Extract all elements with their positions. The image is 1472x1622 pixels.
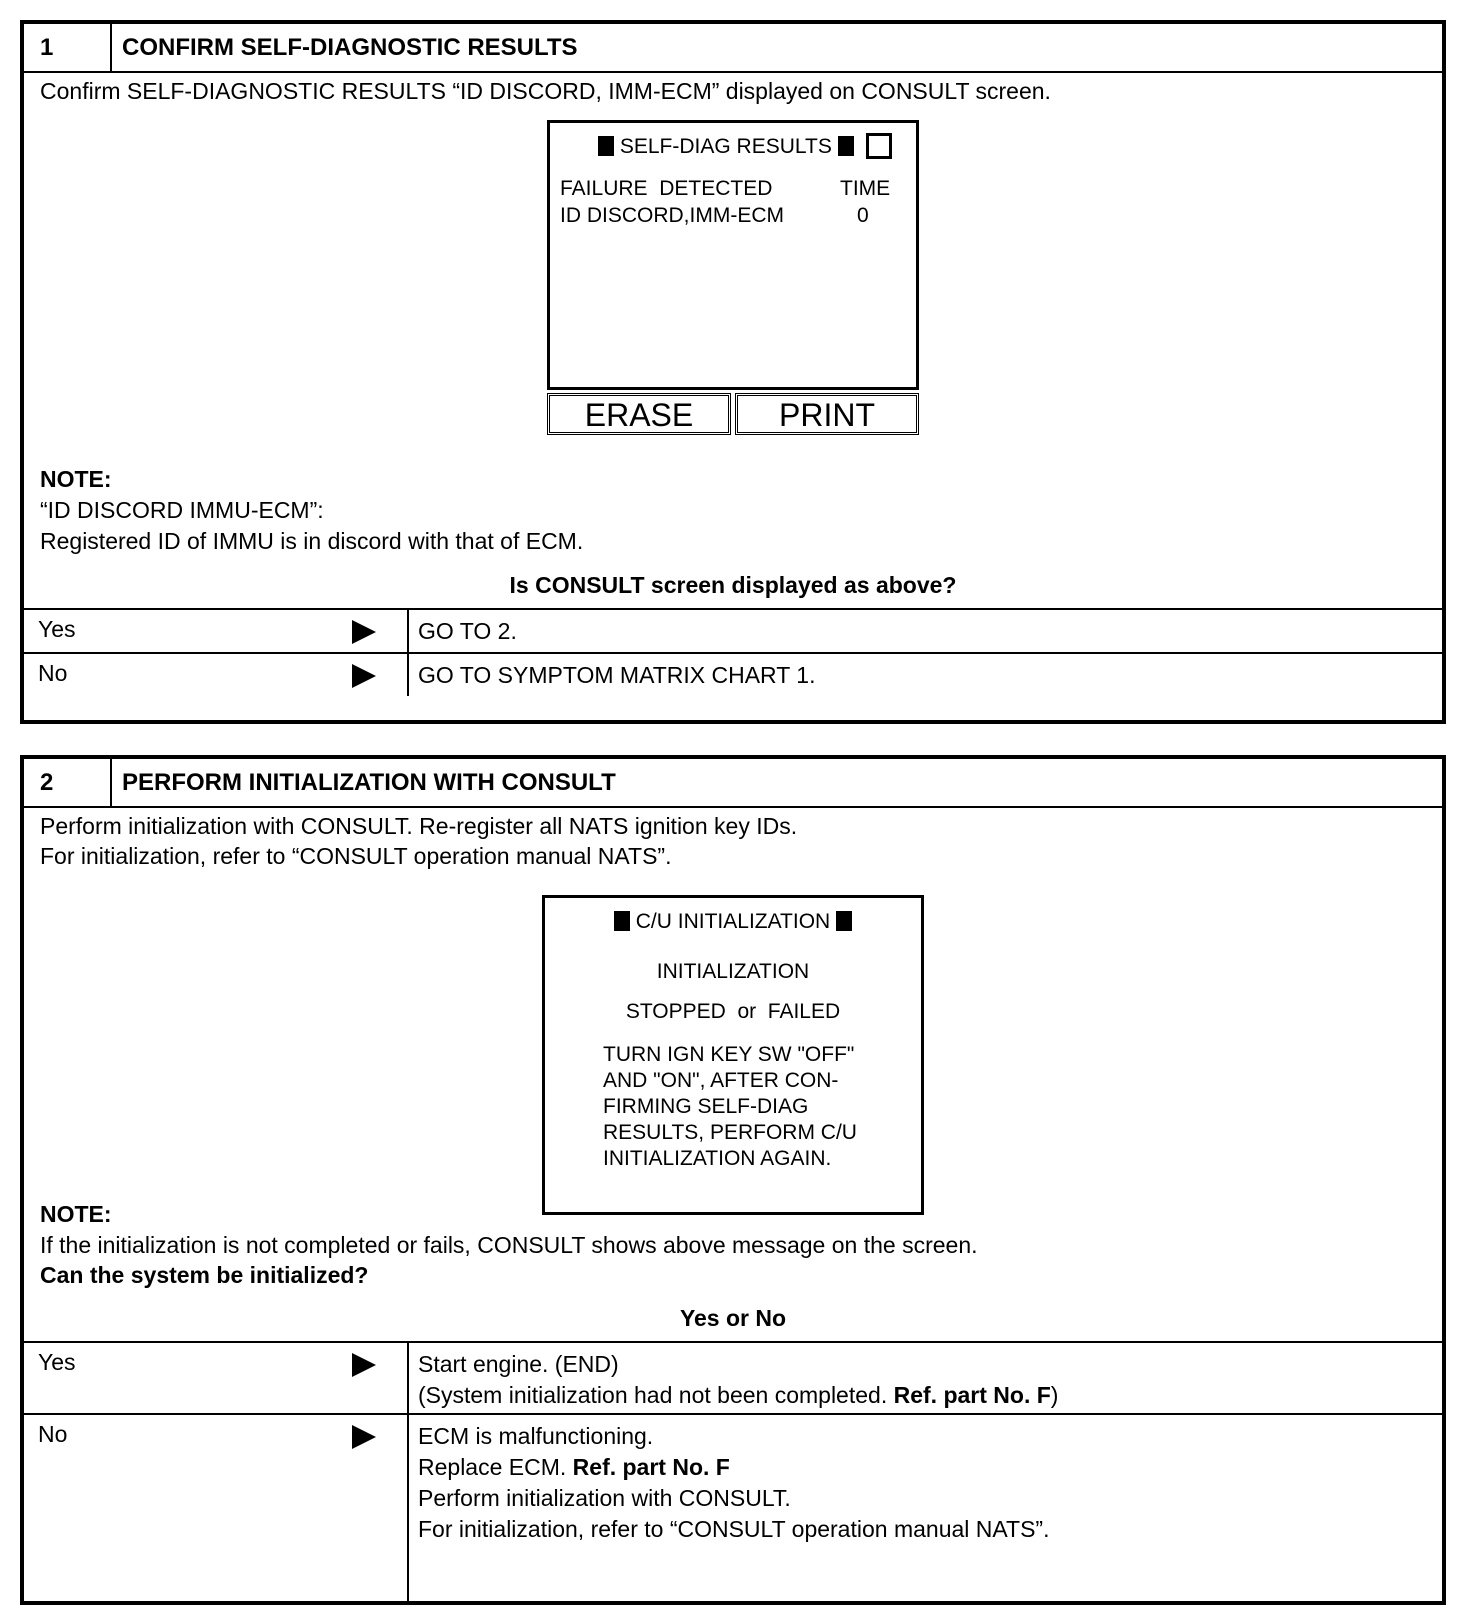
answer-text-part: Replace ECM. (418, 1454, 573, 1480)
note-heading: NOTE: (40, 1201, 112, 1227)
answer-line: Perform initialization with CONSULT. (418, 1485, 791, 1511)
answer-text (418, 1349, 1058, 1411)
answer-row-yes[interactable] (24, 1341, 1442, 1413)
step-1-panel (20, 20, 1446, 724)
divider (407, 654, 409, 696)
note-heading: NOTE: (40, 466, 112, 492)
step-question: Is CONSULT screen displayed as above? (509, 572, 957, 598)
step-1-header (24, 24, 1442, 73)
note-line: If the initialization is not completed or fails, CONSULT shows above message on the screen. (40, 1232, 978, 1258)
step-number: 1 (24, 24, 112, 71)
arrow-right-icon (352, 664, 376, 688)
note-line: “ID DISCORD IMMU-ECM”: (40, 497, 324, 523)
col-time-header: TIME (840, 177, 891, 200)
answer-text-part: (System initialization had not been completed. (418, 1382, 894, 1408)
self-diag-screen (547, 120, 919, 390)
answer-row-no[interactable] (24, 1413, 1442, 1601)
answer-row-no[interactable] (24, 652, 1442, 696)
answer-line (418, 1380, 1058, 1411)
step-number: 2 (24, 759, 112, 806)
screen-title-bar (545, 910, 921, 934)
message-line: RESULTS, PERFORM C/U (603, 1121, 857, 1144)
note-line: Registered ID of IMMU is in discord with that of ECM. (40, 528, 584, 554)
answer-text-part: ) (1050, 1382, 1059, 1408)
answer-line: For initialization, refer to “CONSULT operation manual NATS”. (418, 1516, 1050, 1542)
checkbox-icon[interactable] (866, 133, 892, 159)
divider (407, 610, 409, 652)
col-failure-header: FAILURE DETECTED (560, 177, 773, 200)
answer-text: GO TO SYMPTOM MATRIX CHART 1. (418, 662, 816, 688)
arrow-right-icon (352, 1353, 376, 1377)
step-title: PERFORM INITIALIZATION WITH CONSULT (122, 768, 616, 796)
message-line: AND "ON", AFTER CON- (603, 1069, 839, 1092)
answer-label: Yes (38, 1349, 76, 1375)
screen-message (603, 1042, 857, 1172)
screen-status: STOPPED or FAILED (625, 1000, 841, 1023)
message-line: INITIALIZATION AGAIN. (603, 1147, 832, 1170)
screen-title-bar (598, 133, 892, 159)
answer-line: Start engine. (END) (418, 1351, 619, 1377)
marker-square-icon (838, 136, 854, 156)
arrow-right-icon (352, 620, 376, 644)
marker-square-icon (614, 911, 630, 931)
answer-label: Yes (38, 616, 76, 642)
screen-title: C/U INITIALIZATION (635, 910, 831, 933)
screen-status: INITIALIZATION (656, 960, 810, 983)
step-instruction: Confirm SELF-DIAGNOSTIC RESULTS “ID DISCORD, IMM-ECM” displayed on CONSULT screen. (40, 78, 1051, 104)
arrow-right-icon (352, 1425, 376, 1449)
answer-text: GO TO 2. (418, 618, 517, 644)
step-2-panel (20, 755, 1446, 1605)
step-2-header (24, 759, 1442, 808)
ref-part-number: Ref. part No. F (893, 1382, 1051, 1408)
failure-time: 0 (857, 204, 869, 227)
message-line: TURN IGN KEY SW "OFF" (603, 1043, 855, 1066)
step-question: Yes or No (679, 1305, 787, 1331)
cu-initialization-screen (542, 895, 924, 1215)
marker-square-icon (836, 911, 852, 931)
answer-row-yes[interactable] (24, 608, 1442, 652)
step-instruction: For initialization, refer to “CONSULT operation manual NATS”. (40, 843, 672, 869)
screen-title: SELF-DIAG RESULTS (619, 135, 832, 158)
divider (407, 1343, 409, 1413)
answer-label: No (38, 1421, 68, 1447)
marker-square-icon (598, 136, 614, 156)
divider (407, 1415, 409, 1601)
message-line: FIRMING SELF-DIAG (603, 1095, 809, 1118)
note-question: Can the system be initialized? (40, 1262, 369, 1288)
answer-line: ECM is malfunctioning. (418, 1423, 654, 1449)
step-title: CONFIRM SELF-DIAGNOSTIC RESULTS (122, 33, 578, 61)
erase-button[interactable]: ERASE (547, 393, 731, 435)
answer-line (418, 1452, 1049, 1483)
step-instruction: Perform initialization with CONSULT. Re-register all NATS ignition key IDs. (40, 813, 798, 839)
answer-label: No (38, 660, 68, 686)
print-button[interactable]: PRINT (735, 393, 919, 435)
answer-text (418, 1421, 1049, 1545)
ref-part-number: Ref. part No. F (572, 1454, 730, 1480)
failure-item: ID DISCORD,IMM-ECM (560, 204, 784, 227)
